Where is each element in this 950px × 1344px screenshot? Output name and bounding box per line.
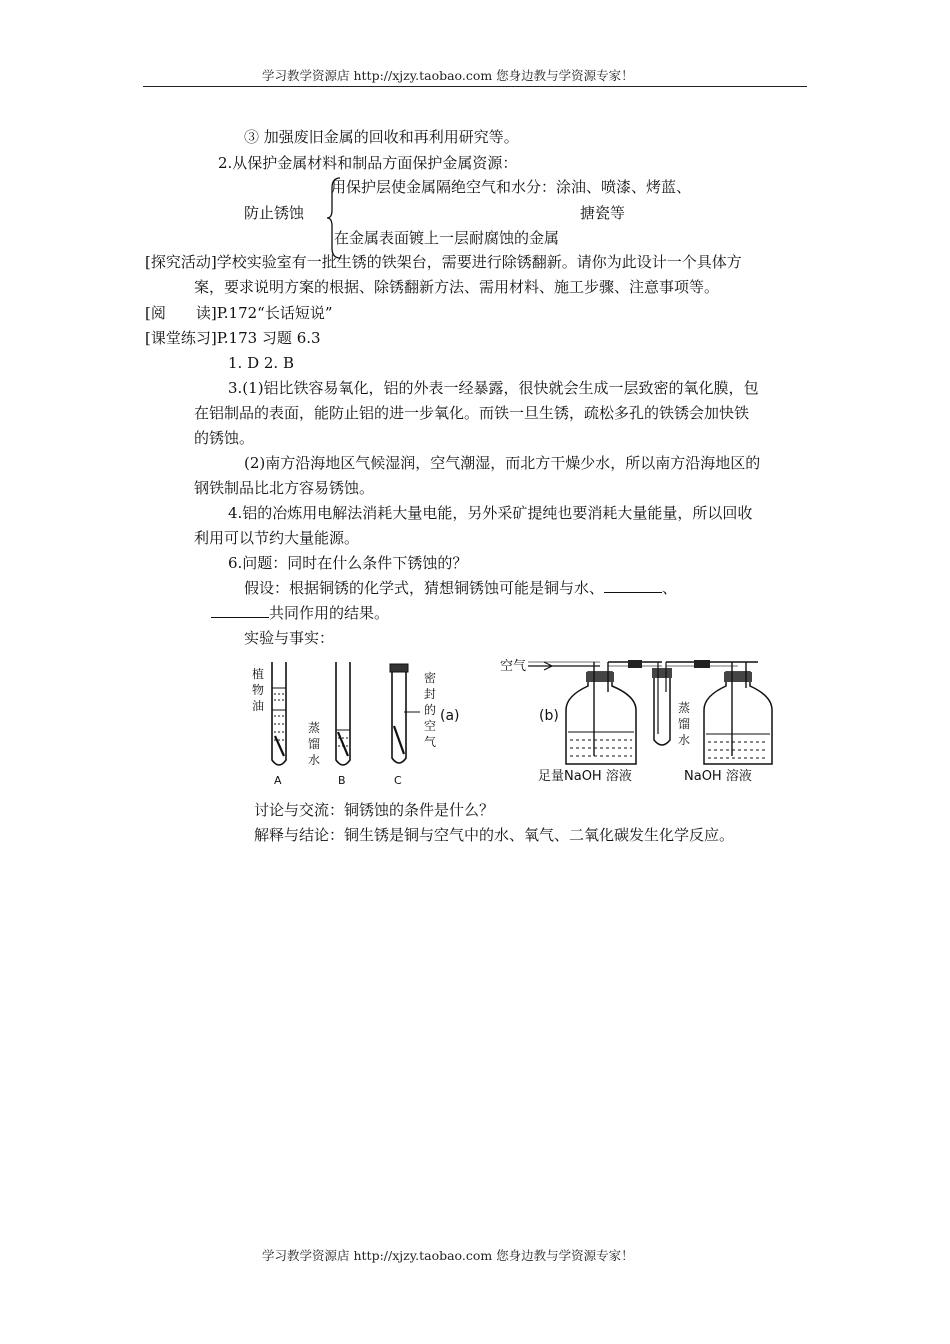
page-header: 学习教学资源店 http://xjzy.taobao.com 您身边教与学资源专家！ [262,68,634,83]
tube-label-b: B [338,774,346,784]
svg-text:蒸: 蒸 [308,721,321,735]
svg-text:物: 物 [252,683,265,697]
svg-text:蒸: 蒸 [678,701,691,715]
svg-text:封: 封 [424,687,437,701]
svg-text:的: 的 [424,703,437,717]
text-practice: [课堂练习]P.173 习题 6.3 [145,329,321,347]
svg-text:馏: 馏 [308,737,321,751]
tube-label-a: A [274,774,282,784]
text-hypothesis-1 [244,578,677,598]
svg-text:油: 油 [252,699,265,713]
text-explore-1: [探究活动]学校实验室有一批生锈的铁架台，需要进行除锈翻新。请你为此设计一个具体方 [145,253,742,271]
text-reading: [阅 读]P.172“长话短说” [145,304,333,322]
label-b: (b) [539,708,559,724]
text-answer-3-3: 的锈蚀。 [194,429,255,447]
label-distilled-water-b [678,700,690,747]
tube-a [272,662,286,765]
svg-text:空: 空 [424,719,437,733]
text-answer-4-2: 利用可以节约大量能源。 [194,529,360,547]
page-footer: 学习教学资源店 http://xjzy.taobao.com 您身边教与学资源专家！ [262,1248,634,1263]
answer-blank-2[interactable] [211,603,269,618]
svg-text:馏: 馏 [678,717,691,731]
text-protect-heading: 2.从保护金属材料和制品方面保护金属资源： [218,154,518,172]
svg-text:水: 水 [678,733,691,747]
hypothesis-separator: 、 [662,579,678,597]
svg-text:植: 植 [252,667,265,681]
svg-text:密: 密 [424,671,437,685]
hypothesis-text: 假设：根据铜锈的化学式，猜想铜锈蚀可能是铜与水、 [244,579,605,597]
text-hypothesis-2 [211,603,389,623]
text-answers-1-2: 1. D 2. B [228,354,294,372]
hypothesis-text-2: 共同作用的结果。 [269,604,390,622]
text-recycle: ③ 加强废旧金属的回收和再利用研究等。 [244,128,519,146]
label-air: 空气 [500,659,527,674]
text-answer-3b-2: 钢铁制品比北方容易锈蚀。 [194,479,375,497]
tube-c [390,664,420,763]
label-a: (a) [440,708,460,724]
svg-text:气: 气 [424,735,437,749]
text-discussion: 讨论与交流：铜锈蚀的条件是什么？ [254,801,495,819]
tube-middle [652,662,672,745]
svg-text:水: 水 [308,753,321,767]
label-oil [252,666,264,713]
bottle-right [704,662,772,764]
text-prevent-rust: 防止锈蚀 [244,204,305,222]
text-brace-item2: 在金属表面镀上一层耐腐蚀的金属 [334,229,560,247]
label-sealed-air [424,670,436,749]
label-naoh-left: 足量NaOH 溶液 [538,769,632,784]
bottle-left [566,662,636,764]
text-answer-4-1: 4.铝的冶炼用电解法消耗大量电能，另外采矿提纯也要消耗大量能量，所以回收 [228,504,753,522]
text-explore-2: 案，要求说明方案的根据、除锈翻新方法、需用材料、施工步骤、注意事项等。 [194,278,720,296]
text-answer-3-1: 3.(1)铝比铁容易氧化，铝的外表一经暴露，很快就会生成一层致密的氧化膜，包 [228,379,759,397]
experiment-figure [248,652,800,784]
answer-blank-1[interactable] [604,578,662,593]
text-question-6: 6.问题：同时在什么条件下锈蚀的？ [228,554,468,572]
text-conclusion: 解释与结论：铜生锈是铜与空气中的水、氧气、二氧化碳发生化学反应。 [254,826,735,844]
label-distilled-water-a [308,720,320,767]
text-answer-3-2: 在铝制品的表面，能防止铝的进一步氧化。而铁一旦生锈，疏松多孔的铁锈会加快铁 [194,404,750,422]
tube-label-c: C [394,774,402,784]
text-brace-item1b: 搪瓷等 [580,204,626,222]
tube-b [336,662,350,765]
label-naoh-right: NaOH 溶液 [684,769,752,784]
text-brace-item1a: 用保护层使金属隔绝空气和水分：涂油、喷漆、烤蓝、 [331,178,692,196]
text-answer-3b-1: (2)南方沿海地区气候湿润，空气潮湿，而北方干燥少水，所以南方沿海地区的 [244,454,761,472]
header-rule [143,86,807,87]
text-experiment: 实验与事实： [244,629,335,647]
